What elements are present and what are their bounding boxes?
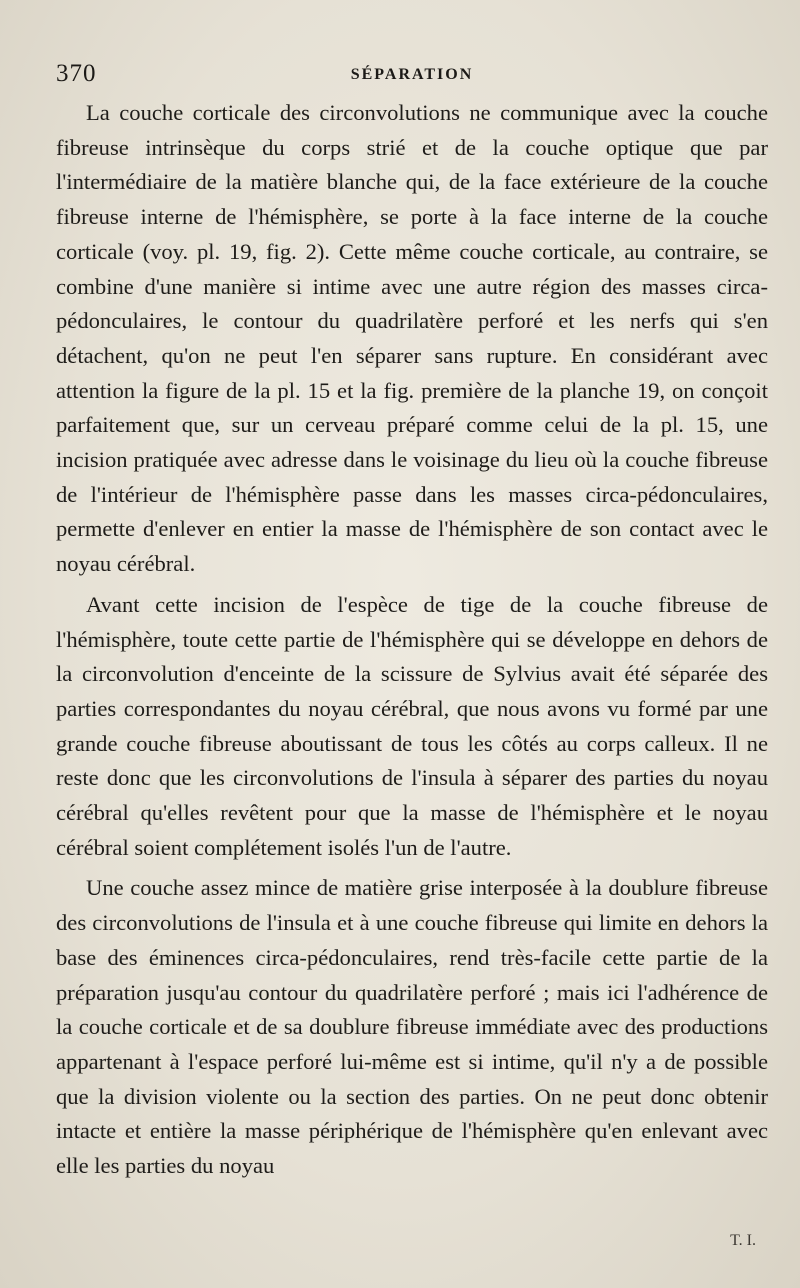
signature-mark: T. I. bbox=[730, 1232, 756, 1249]
page-number: 370 bbox=[56, 60, 97, 87]
paragraph-1: La couche corticale des circonvolutions ne communique avec la couche fibreuse intrinsèque du corps strié et de la couche optique que par l'intermédiaire de la matière blanche qui, de la face extérieure de la couche fibreuse interne de l'hémisphère, se porte à la face interne de la couche corticale (voy. pl. 19, fig. 2). Cette même couche corticale, au contraire, se combine d'une manière si intime avec une autre région des masses circa-pédonculaires, le contour du quadrilatère perforé et les nerfs qui s'en détachent, qu'on ne peut l'en séparer sans rupture. En considérant avec attention la figure de la pl. 15 et la fig. première de la planche 19, on conçoit parfaitement que, sur un cerveau préparé comme celui de la pl. 15, une incision pratiquée avec adresse dans le voisinage du lieu où la couche fibreuse de l'intérieur de l'hémisphère passe dans les masses circa-pédonculaires, permette d'enlever en entier la masse de l'hémisphère de son contact avec le noyau cérébral. bbox=[56, 100, 768, 577]
body-text bbox=[56, 96, 768, 1190]
running-title: SÉPARATION bbox=[350, 66, 474, 83]
paragraph-3: Une couche assez mince de matière grise interposée à la doublure fibreuse des circonvolutions de l'insula et à une couche fibreuse qui limite en dehors la base des éminences circa-pédonculaires, rend très-facile cette partie de la préparation jusqu'au contour du quadrilatère perforé ; mais ici l'adhérence de la couche corticale et de sa doublure fibreuse immédiate avec des productions appartenant à l'espace perforé lui-même est si intime, qu'il n'y a de possible que la division violente ou la section des parties. On ne peut donc obtenir intacte et entière la masse périphérique de l'hémisphère qu'en enlevant avec elle les parties du noyau bbox=[56, 875, 768, 1179]
paragraph-2: Avant cette incision de l'espèce de tige de la couche fibreuse de l'hémisphère, toute cette partie de l'hémisphère qui se développe en dehors de la circonvolution d'enceinte de la scissure de Sylvius avait été séparée des parties correspondantes du noyau cérébral, que nous avons vu formé par une grande couche fibreuse aboutissant de tous les côtés au corps calleux. Il ne reste donc que les circonvolutions de l'insula à séparer des parties du noyau cérébral qu'elles revêtent pour que la masse de l'hémisphère et le noyau cérébral soient complétement isolés l'un de l'autre. bbox=[56, 591, 768, 860]
page-footer bbox=[56, 1232, 768, 1262]
running-head bbox=[56, 60, 768, 96]
